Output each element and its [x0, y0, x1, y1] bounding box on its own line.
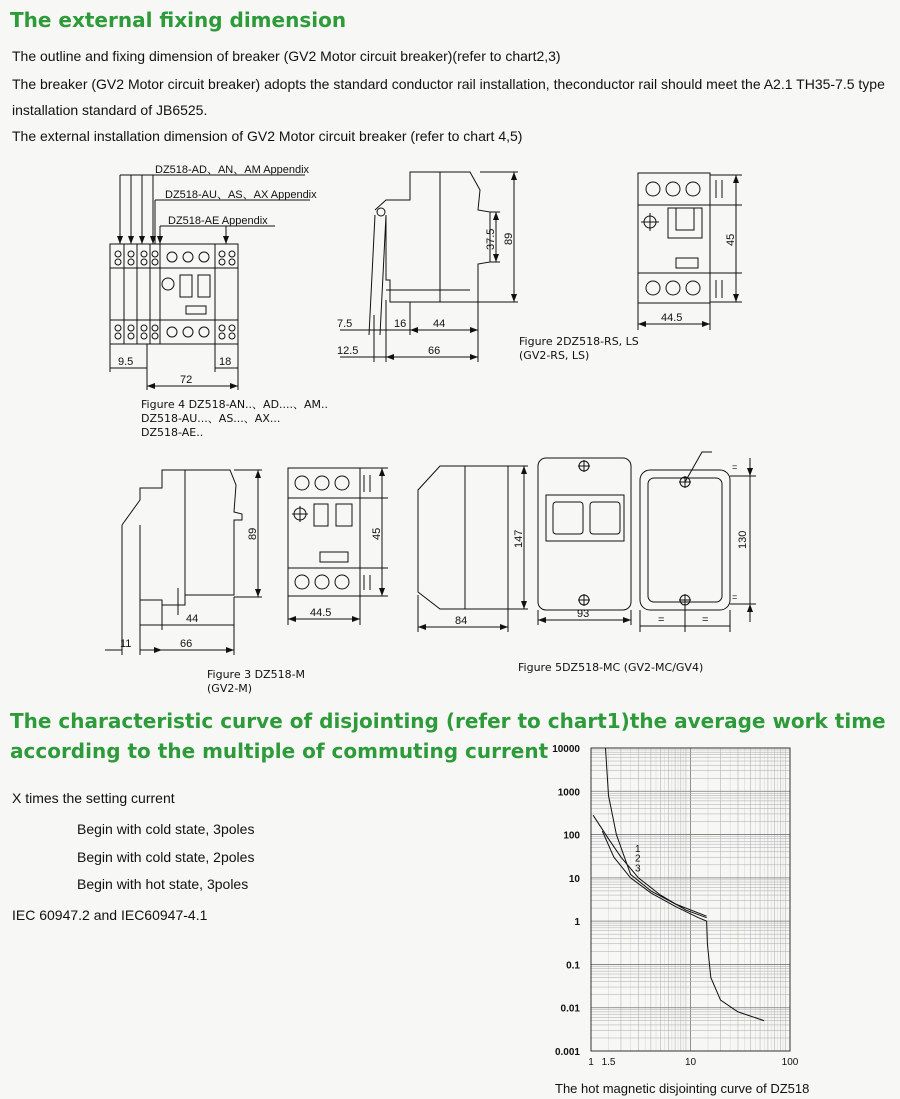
fig3-caption: Figure 3 DZ518-M (GV2-M)	[207, 668, 306, 695]
y-tick-label: 0.01	[560, 1003, 580, 1015]
fig4-dim-18: 18	[219, 356, 232, 368]
x-tick-label: 10	[684, 1057, 697, 1068]
y-tick-label: 10000	[552, 744, 580, 755]
fig2-dim-66: 66	[428, 345, 441, 357]
paragraph-rail-standard: installation standard of JB6525.	[12, 102, 208, 118]
fig5-equal-3: =	[732, 462, 738, 472]
paragraph-installation: The external installation dimension of GV2 Motor circuit breaker (refer to chart 4,5)	[12, 128, 523, 144]
chart-title: The hot magnetic disjointing curve of DZ518	[555, 1081, 810, 1096]
fig2-dim-16: 16	[394, 318, 407, 330]
fig3-dim-11: 11	[120, 638, 132, 650]
fig4-appendix-label-1: DZ518-AD、AN、AM Appendix	[155, 164, 310, 176]
fig3-dim-89: 89	[247, 527, 259, 540]
fig2-dim-45: 45	[725, 233, 737, 246]
fig5-dim-130: 130	[737, 530, 749, 549]
fig4-caption: Figure 4 DZ518-AN..、AD....、AM.. DZ518-AU...、AS...、AX... DZ518-AE..	[141, 398, 329, 439]
series-line-2	[593, 815, 707, 918]
fig5-equal-1: =	[658, 614, 665, 626]
fig3-dim-66: 66	[180, 638, 193, 650]
fig2-dim-7-5: 7.5	[337, 318, 353, 330]
y-tick-label: 0.1	[566, 960, 580, 972]
fig3-dim-44: 44	[186, 613, 199, 625]
series-label-3: 3	[634, 863, 641, 875]
fig2-caption: Figure 2DZ518-RS, LS (GV2-RS, LS)	[519, 335, 639, 362]
y-tick-label: 0.001	[554, 1047, 580, 1058]
fig2-dim-44: 44	[433, 318, 446, 330]
legend-text-cold-3poles: Begin with cold state, 3poles	[77, 821, 255, 837]
fig2-dim-44-5: 44.5	[661, 312, 683, 324]
section-heading-curve: The characteristic curve of disjointing (refer to chart1)the average work time according to the multiple of commuting current	[10, 709, 886, 763]
fig3-dim-44-5: 44.5	[310, 607, 332, 619]
y-tick-label: 1	[574, 917, 580, 929]
y-tick-label: 1000	[557, 787, 580, 799]
fig2-dim-89: 89	[503, 232, 515, 245]
series-label-2: 2	[634, 853, 641, 865]
standard-text: IEC 60947.2 and IEC60947-4.1	[12, 907, 208, 923]
x-tick-label: 100	[781, 1057, 799, 1068]
fig5-dim-84: 84	[455, 615, 468, 627]
fig4-appendix-label-3: DZ518-AE Appendix	[168, 215, 268, 227]
series-label-1: 1	[634, 843, 641, 855]
series-line-3	[602, 831, 764, 1021]
paragraph-rail: The breaker (GV2 Motor circuit breaker) adopts the standard conductor rail installation, theconductor rail should meet the A2.1 TH35-7.5 type	[12, 76, 885, 92]
y-tick-label: 100	[563, 830, 580, 842]
fig2-dim-37-5: 37.5	[485, 228, 497, 250]
fig4-appendix-label-2: DZ518-AU、AS、AX Appendix	[165, 189, 317, 201]
fig5-equal-2: =	[702, 614, 709, 626]
fig4-dim-9-5: 9.5	[118, 356, 134, 368]
legend-text-cold-2poles: Begin with cold state, 2poles	[77, 849, 255, 865]
fig5-caption: Figure 5DZ518-MC (GV2-MC/GV4)	[518, 661, 704, 674]
fig5-dim-93: 93	[577, 608, 590, 620]
x-tick-label: 1	[588, 1057, 594, 1068]
fig5-equal-4: =	[732, 592, 738, 602]
x-tick-label: 1.5	[601, 1057, 616, 1068]
legend-text-hot-3poles: Begin with hot state, 3poles	[77, 876, 249, 892]
fig4-dim-72: 72	[180, 374, 193, 386]
fig3-dim-45: 45	[371, 527, 383, 540]
y-tick-label: 10	[568, 873, 580, 885]
paragraph-outline: The outline and fixing dimension of breaker (GV2 Motor circuit breaker)(refer to chart2,3)	[12, 48, 561, 64]
fig2-dim-12-5: 12.5	[337, 345, 359, 357]
xtimes-label: X times the setting current	[12, 790, 175, 806]
section-heading-fixing-dimension: The external fixing dimension	[10, 8, 347, 32]
fig5-dim-147: 147	[513, 529, 525, 548]
